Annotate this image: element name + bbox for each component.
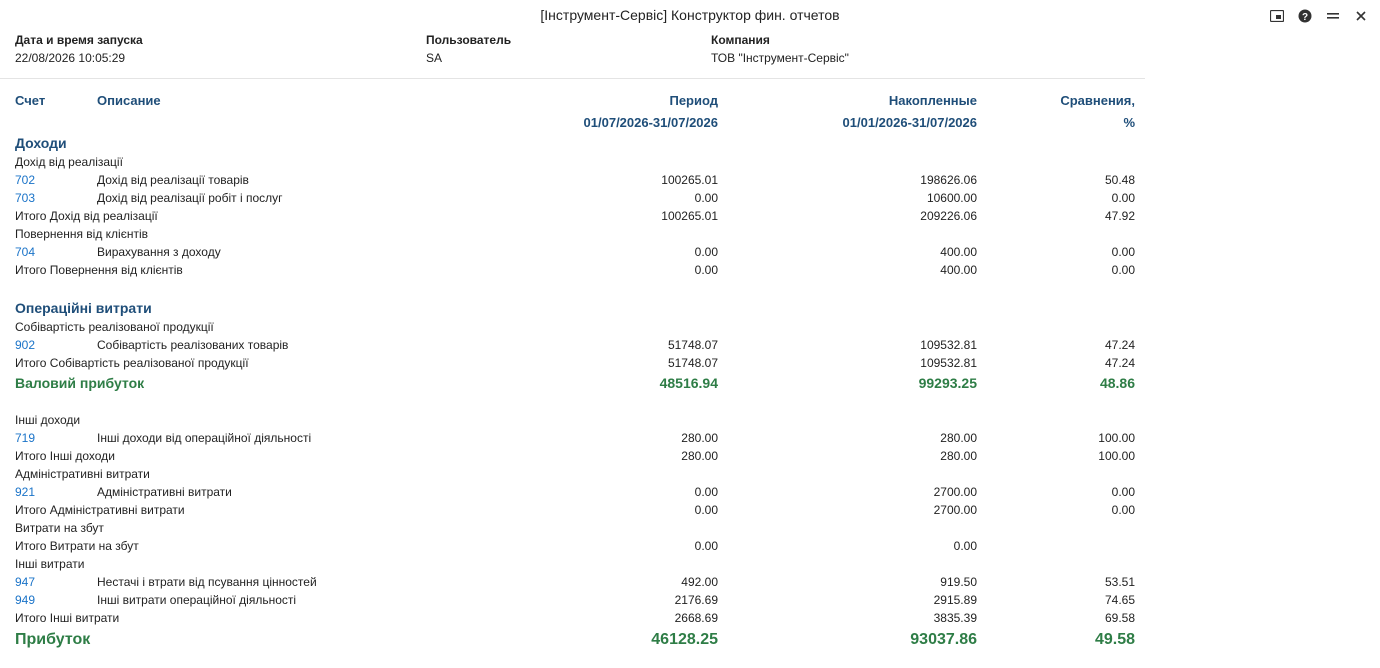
section-income-title: Доходи (15, 135, 67, 151)
row-compare-value: 69.58 (1104, 611, 1135, 625)
row-period-value: 51748.07 (667, 338, 718, 352)
subtotal-label: Итого Інші доходи (15, 449, 115, 463)
row-cumulative-value: 280.00 (940, 449, 977, 463)
table-row (0, 243, 1145, 261)
group-label (0, 519, 1145, 537)
row-period-value: 0.00 (694, 191, 718, 205)
subtotal-row (0, 501, 1145, 519)
subtotal-label: Итого Адміністративні витрати (15, 503, 185, 517)
subtotal-row (0, 447, 1145, 465)
account-link-949[interactable]: 949 (15, 593, 36, 607)
gross-profit-label: Валовий прибуток (15, 375, 145, 391)
subtotal-label: Итого Витрати на збут (15, 539, 139, 553)
row-cumulative-value: 400.00 (940, 245, 977, 259)
row-description: Інші доходи від операційної діяльності (97, 431, 312, 445)
row-description: Інші витрати операційної діяльності (97, 593, 297, 607)
table-row (0, 336, 1145, 354)
row-compare-value: 47.92 (1104, 209, 1135, 223)
row-cumulative-value: 2700.00 (933, 485, 977, 499)
row-period-value: 51748.07 (667, 356, 718, 370)
svg-text:?: ? (1301, 12, 1309, 23)
profit-cumulative: 93037.86 (910, 631, 977, 648)
group-label-text: Собівартість реалізованої продукції (15, 320, 214, 334)
row-cumulative-value: 280.00 (940, 431, 977, 445)
row-compare-value: 74.65 (1104, 593, 1135, 607)
table-row (0, 573, 1145, 591)
row-period-value: 492.00 (681, 575, 718, 589)
row-compare-value: 0.00 (1111, 263, 1135, 277)
table-row (0, 189, 1145, 207)
group-label-text: Адміністративні витрати (15, 467, 150, 481)
col-compare-header: Сравнения, (1060, 93, 1135, 108)
group-label (0, 153, 1145, 171)
col-description-header: Описание (97, 93, 161, 108)
table-row (0, 429, 1145, 447)
gross-profit-compare: 48.86 (1099, 375, 1135, 391)
row-period-value: 0.00 (694, 503, 718, 517)
group-label-text: Інші витрати (15, 557, 85, 571)
close-icon[interactable] (1352, 7, 1370, 25)
row-period-value: 100265.01 (661, 173, 718, 187)
group-label (0, 225, 1145, 243)
section-opex-title: Операційні витрати (15, 300, 152, 316)
row-cumulative-value: 919.50 (940, 575, 977, 589)
help-icon[interactable] (1296, 7, 1314, 25)
account-link-902[interactable]: 902 (15, 338, 36, 352)
company-label: Компания (711, 33, 770, 47)
account-link-921[interactable]: 921 (15, 485, 36, 499)
group-label-text: Дохід від реалізації (15, 155, 123, 169)
row-cumulative-value: 2915.89 (933, 593, 977, 607)
row-description: Адміністративні витрати (97, 485, 232, 499)
date-value: 22/08/2026 10:05:29 (15, 51, 126, 65)
subtotal-label: Итого Дохід від реалізації (15, 209, 158, 223)
subtotal-row (0, 537, 1145, 555)
header-divider (0, 78, 1145, 79)
subtotal-row (0, 261, 1145, 279)
table-row (0, 591, 1145, 609)
row-compare-value: 50.48 (1104, 173, 1135, 187)
user-label: Пользователь (426, 33, 512, 47)
row-period-value: 280.00 (681, 431, 718, 445)
group-label-text: Інші доходи (15, 413, 81, 427)
gross-profit-cumulative: 99293.25 (918, 375, 977, 391)
subtotal-row (0, 354, 1145, 372)
row-cumulative-value: 209226.06 (920, 209, 977, 223)
window-title: [Інструмент-Сервіс] Конструктор фин. отчетов (540, 7, 840, 23)
row-period-value: 280.00 (681, 449, 718, 463)
row-period-value: 2176.69 (674, 593, 718, 607)
row-compare-value: 0.00 (1111, 485, 1135, 499)
subtotal-label: Итого Собівартість реалізованої продукції (15, 356, 249, 370)
col-account-header: Счет (15, 93, 46, 108)
gross-profit-period: 48516.94 (659, 375, 718, 391)
row-compare-value: 53.51 (1104, 575, 1135, 589)
row-cumulative-value: 3835.39 (933, 611, 977, 625)
row-period-value: 2668.69 (674, 611, 718, 625)
row-compare-value: 47.24 (1104, 338, 1135, 352)
group-label (0, 411, 1145, 429)
group-label-text: Повернення від клієнтів (15, 227, 148, 241)
account-link-703[interactable]: 703 (15, 191, 36, 205)
screenshot-icon[interactable] (1268, 7, 1286, 25)
menu-icon[interactable] (1324, 7, 1342, 25)
row-cumulative-value: 400.00 (940, 263, 977, 277)
subtotal-row (0, 609, 1145, 627)
table-row (0, 483, 1145, 501)
row-description: Дохід від реалізації товарів (97, 173, 249, 187)
row-compare-value: 100.00 (1098, 449, 1135, 463)
row-cumulative-value: 109532.81 (920, 356, 977, 370)
col-period-header: Период (669, 93, 718, 108)
subtotal-label: Итого Повернення від клієнтів (15, 263, 183, 277)
row-compare-value: 100.00 (1098, 431, 1135, 445)
subtotal-label: Итого Інші витрати (15, 611, 120, 625)
col-cumulative-header: Накопленные (888, 93, 977, 108)
profit-period: 46128.25 (651, 631, 718, 648)
row-compare-value: 0.00 (1111, 191, 1135, 205)
col-compare-unit: % (1123, 115, 1135, 130)
account-link-719[interactable]: 719 (15, 431, 36, 445)
row-period-value: 0.00 (694, 263, 718, 277)
profit-label: Прибуток (15, 631, 91, 648)
meta-company (711, 33, 849, 65)
row-period-value: 0.00 (694, 539, 718, 553)
subtotal-row (0, 207, 1145, 225)
row-description: Нестачі і втрати від псування цінностей (97, 575, 317, 589)
row-period-value: 0.00 (694, 485, 718, 499)
row-compare-value: 0.00 (1111, 503, 1135, 517)
group-label (0, 555, 1145, 573)
group-label (0, 465, 1145, 483)
row-description: Дохід від реалізації робіт і послуг (97, 191, 283, 205)
row-cumulative-value: 0.00 (953, 539, 977, 553)
group-label-text: Витрати на збут (15, 521, 104, 535)
row-cumulative-value: 109532.81 (920, 338, 977, 352)
account-link-702[interactable]: 702 (15, 173, 36, 187)
row-cumulative-value: 10600.00 (926, 191, 977, 205)
row-compare-value: 0.00 (1111, 245, 1135, 259)
row-period-value: 100265.01 (661, 209, 718, 223)
row-compare-value: 47.24 (1104, 356, 1135, 370)
company-value: ТОВ "Інструмент-Сервіс" (711, 51, 849, 65)
meta-user (426, 33, 511, 65)
group-label (0, 318, 1145, 336)
row-cumulative-value: 198626.06 (920, 173, 977, 187)
window-titlebar (0, 0, 1380, 30)
account-link-947[interactable]: 947 (15, 575, 36, 589)
table-row (0, 171, 1145, 189)
user-value: SA (426, 51, 443, 65)
profit-row (0, 630, 1145, 650)
account-link-704[interactable]: 704 (15, 245, 36, 259)
date-label: Дата и время запуска (15, 33, 143, 47)
col-cumulative-range: 01/01/2026-31/07/2026 (842, 115, 977, 130)
row-description: Вирахування з доходу (97, 245, 221, 259)
col-period-range: 01/07/2026-31/07/2026 (583, 115, 718, 130)
row-cumulative-value: 2700.00 (933, 503, 977, 517)
meta-date (15, 33, 143, 65)
gross-profit-row (0, 373, 1145, 393)
row-description: Собівартість реалізованих товарів (97, 338, 289, 352)
row-period-value: 0.00 (694, 245, 718, 259)
profit-compare: 49.58 (1094, 631, 1135, 648)
